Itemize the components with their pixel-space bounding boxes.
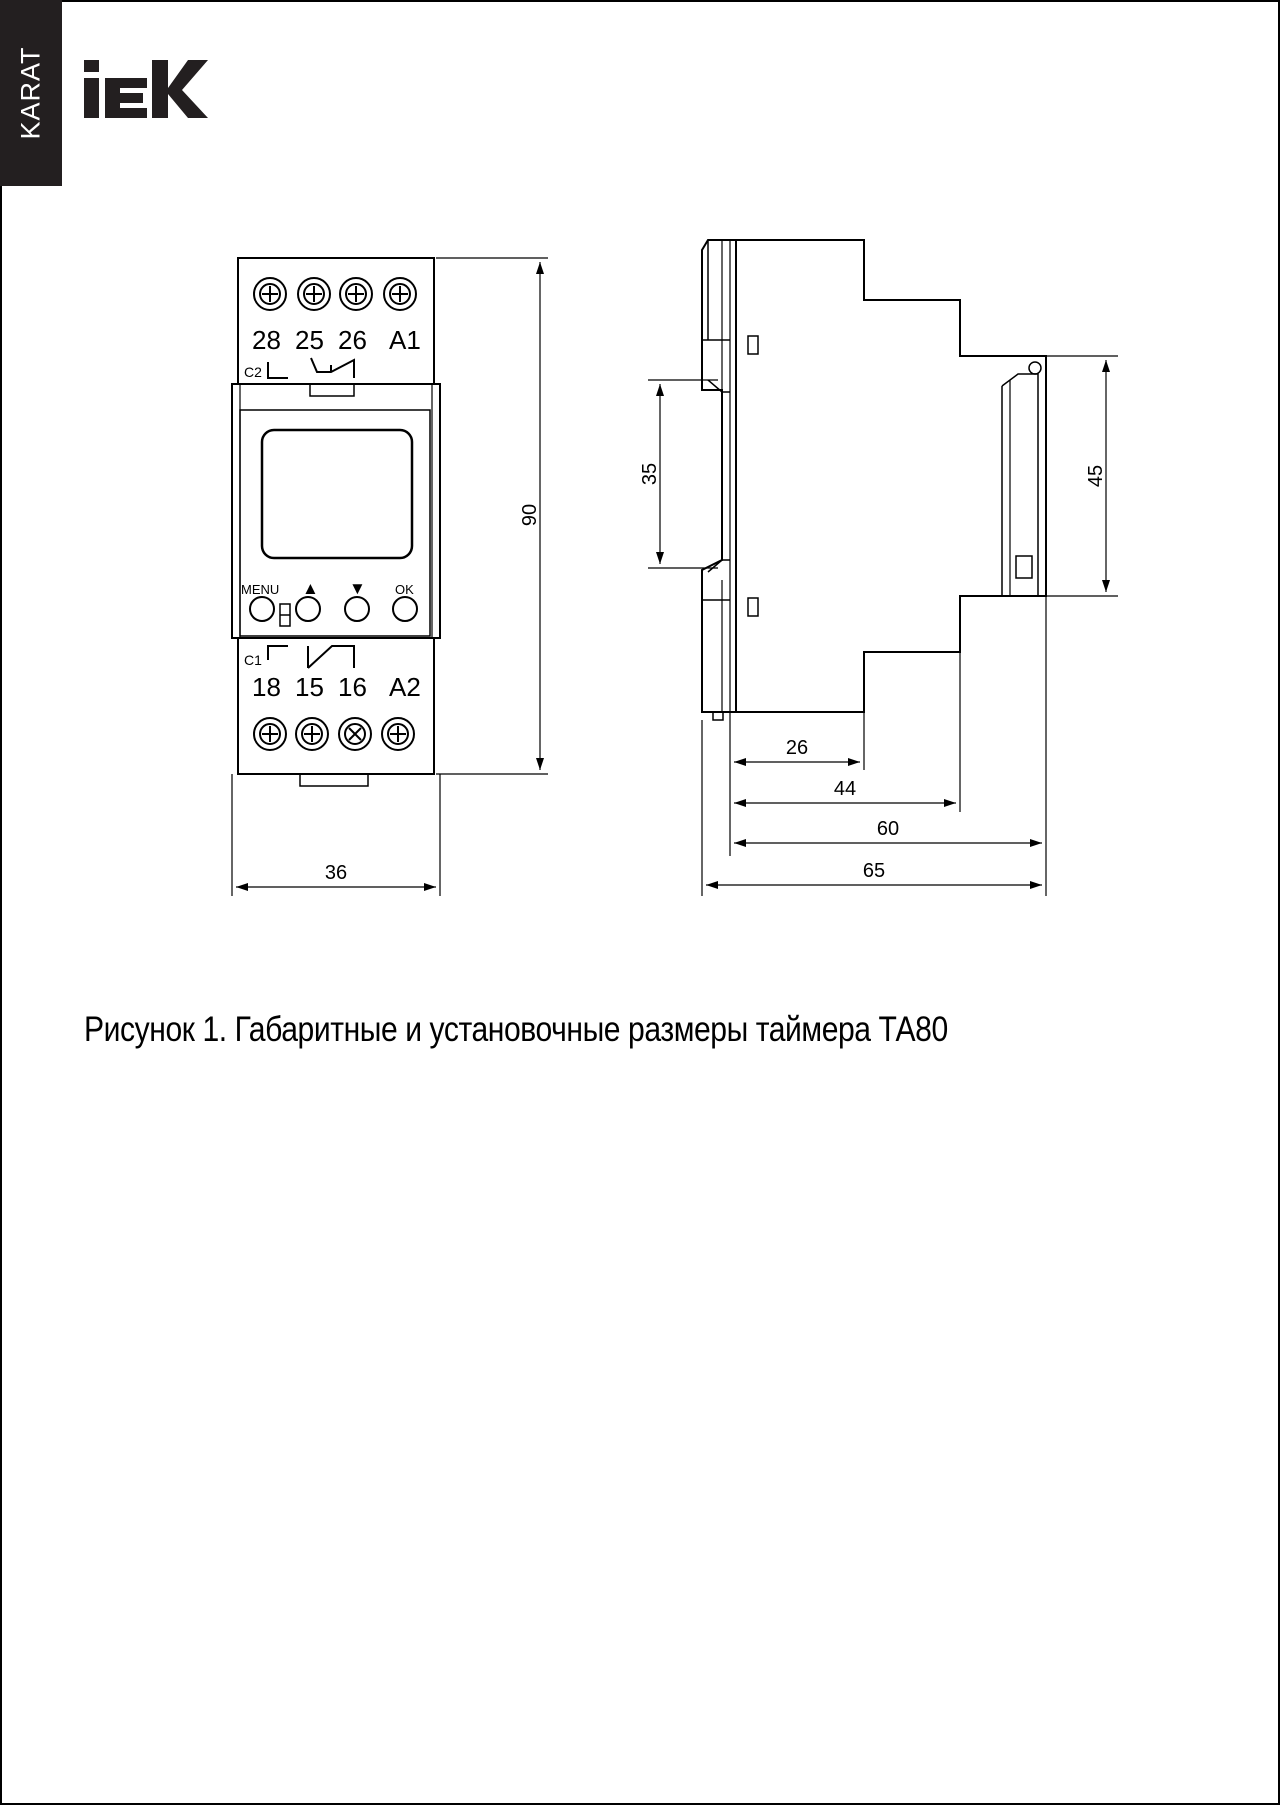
terminal-label: 18 — [252, 672, 281, 702]
contact-label-c2: C2 — [244, 364, 262, 380]
figure-caption: Рисунок 1. Габаритные и установочные размеры таймера ТА80 — [84, 1010, 948, 1049]
terminal-label: 26 — [338, 325, 367, 355]
dimension-label-45: 45 — [1085, 464, 1107, 488]
dimension-label-60: 60 — [876, 818, 900, 840]
top-screws — [254, 278, 416, 310]
terminal-label: A2 — [389, 672, 421, 702]
terminal-label: 28 — [252, 325, 281, 355]
button-label-down: ▼ — [349, 579, 366, 598]
terminal-label: 15 — [295, 672, 324, 702]
dimension-label-35: 35 — [639, 462, 661, 486]
button-label-menu: MENU — [241, 582, 280, 597]
contact-label-c1: C1 — [244, 652, 262, 668]
dimension-label-65: 65 — [862, 860, 886, 882]
terminal-label: 25 — [295, 325, 324, 355]
dimension-label-44: 44 — [833, 778, 857, 800]
dimension-label-26: 26 — [785, 737, 809, 759]
button-label-up: ▲ — [302, 579, 319, 598]
terminal-label: A1 — [389, 325, 421, 355]
side-view — [702, 240, 1046, 720]
dimension-label-36: 36 — [324, 862, 348, 884]
depth-dimensions — [702, 596, 1046, 896]
side-tab-label: KARAT — [15, 46, 46, 140]
terminal-label: 16 — [338, 672, 367, 702]
dimension-label-90: 90 — [519, 503, 541, 527]
button-label-ok: OK — [395, 582, 414, 597]
bottom-screws — [254, 718, 414, 750]
